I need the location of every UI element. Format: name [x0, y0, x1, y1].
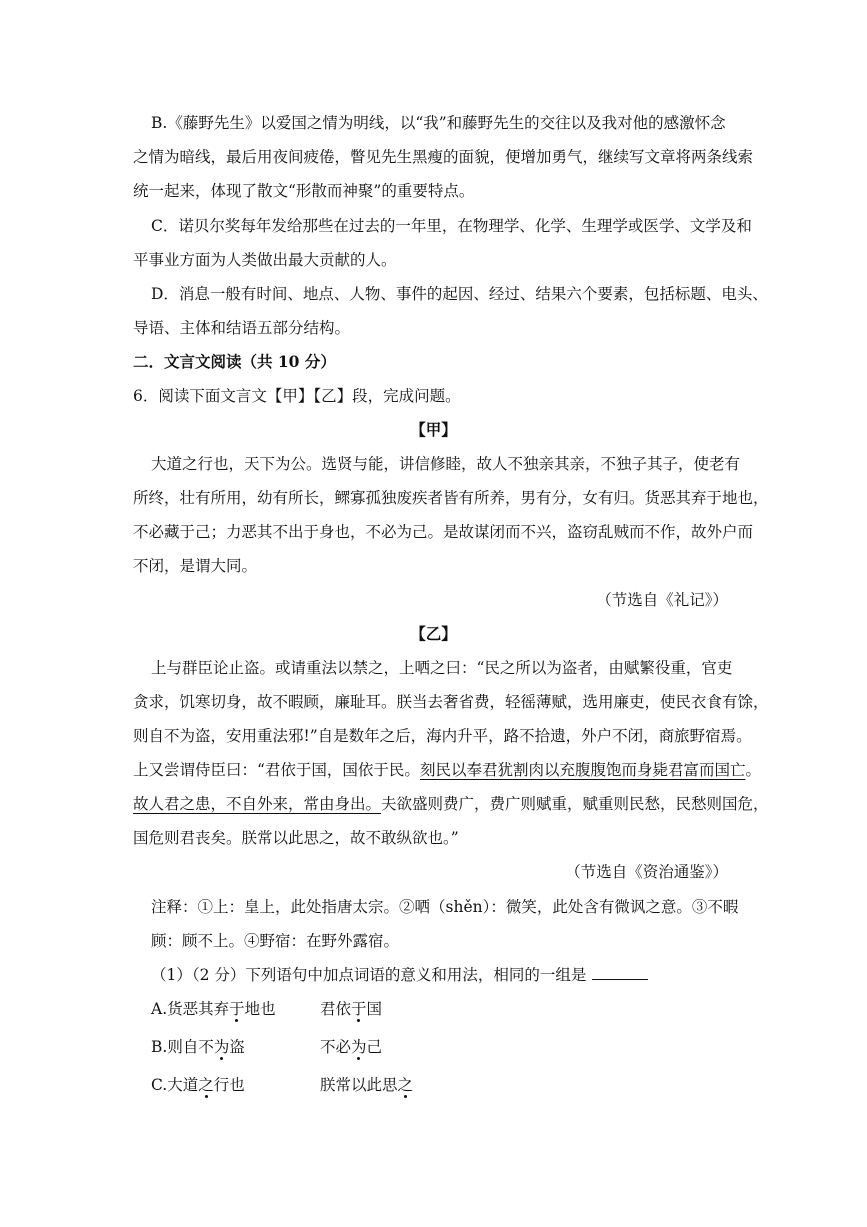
option-b-phrase-1-post: 盗	[229, 1038, 245, 1056]
option-c-line-1: C．诺贝尔奖每年发给那些在过去的一年里，在物理学、化学、生理学或医学、文学及和	[151, 217, 752, 235]
option-d-line-2: 导语、主体和结语五部分结构。	[133, 319, 351, 337]
passage-jia-line-1: 大道之行也，天下为公。选贤与能，讲信修睦，故人不独亲其亲，不独子其子，使老有	[151, 455, 741, 473]
dotted-word: 为	[213, 1038, 230, 1056]
option-b-phrase-2	[320, 1037, 382, 1057]
option-d-line-1: D．消息一般有时间、地点、人物、事件的起因、经过、结果六个要素，包括标题、电头、	[151, 285, 768, 303]
option-a-row[interactable]	[151, 999, 651, 1019]
dotted-word: 于	[229, 1000, 245, 1018]
question-1-stem-text: （1）（2 分）下列语句中加点词语的意义和用法，相同的一组是	[151, 966, 587, 984]
option-a-phrase-1-post: 地也	[244, 1000, 276, 1018]
dotted-word: 之	[198, 1076, 214, 1094]
passage-yi-line-3: 则自不为盗，安用重法邪!”自是数年之后，海内升平，路不拾遗，外户不闭，商旅野宿焉。	[133, 727, 752, 745]
passage-yi-line-2: 贪求，饥寒切身，故不暇顾，廉耻耳。朕当去奢省费，轻徭薄赋，选用廉吏，使民衣食有馀，	[133, 693, 769, 711]
notes-line-2: 顾：顾不上。④野宿：在野外露宿。	[151, 932, 400, 950]
option-c-line-2: 平事业方面为人类做出最大贡献的人。	[133, 251, 397, 269]
question-6-intro: 6．阅读下面文言文【甲】【乙】段，完成问题。	[133, 387, 461, 405]
option-c-phrase-1-pre: 大道	[167, 1076, 199, 1094]
passage-yi-line-4-end: 。	[745, 761, 761, 779]
passage-yi-line-1: 上与群臣论止盗。或请重法以禁之，上哂之曰：“民之所以为盗者，由赋繁役重，官吏	[151, 659, 733, 677]
section-heading: 二．文言文阅读（共 10 分）	[133, 352, 336, 371]
option-a-phrase-2	[320, 999, 382, 1019]
passage-yi-line-5-plain: 夫欲盛则费广，费广则赋重，赋重则民愁，民愁则国危，	[381, 795, 769, 813]
option-b-label: B.	[151, 1038, 168, 1056]
passage-yi-line-4-plain: 上又尝谓侍臣曰：“君依于国，国依于民。	[133, 761, 420, 779]
option-b-phrase-2-pre: 不必	[320, 1038, 352, 1056]
passage-yi-line-5	[133, 794, 769, 814]
option-b-line-3: 统一起来，体现了散文“形散而神聚”的重要特点。	[133, 182, 475, 200]
option-c-phrase-2-pre: 朕常以此思	[320, 1076, 398, 1094]
underlined-sentence-part-2: 故人君之患，不自外来，常由身出。	[133, 795, 382, 813]
option-b-phrase-1-pre: 则自不	[167, 1038, 214, 1056]
passage-jia-line-4: 不闭，是谓大同。	[133, 557, 258, 575]
passage-jia-title: 【甲】	[410, 420, 457, 439]
option-b-phrase-2-post: 己	[366, 1038, 383, 1056]
answer-blank[interactable]	[592, 965, 648, 980]
passage-jia-line-3: 不必藏于己；力恶其不出于身也，不必为己。是故谋闭而不兴，盗窃乱贼而不作，故外户而	[133, 523, 754, 541]
option-a-phrase-2-post: 国	[366, 1000, 383, 1018]
option-b-line-1: B.《藤野先生》以爱国之情为明线，以“我”和藤野先生的交往以及我对他的感激怀念	[151, 114, 726, 132]
passage-jia-line-2: 所终，壮有所用，幼有所长，鳏寡孤独废疾者皆有所养，男有分，女有归。货恶其弃于地也，	[133, 489, 769, 507]
passage-yi-title: 【乙】	[410, 624, 457, 643]
option-c-phrase-2	[320, 1075, 413, 1095]
passage-yi-line-6: 国危则君丧矣。朕常以此思之，故不敢纵欲也。”	[133, 829, 459, 847]
notes-line-1: 注释：①上：皇上，此处指唐太宗。②哂（shěn）：微笑，此处含有微讽之意。③不暇	[151, 898, 739, 916]
option-c-label: C.	[151, 1076, 168, 1094]
option-c-phrase-1-post: 行也	[213, 1076, 245, 1094]
option-a-phrase-2-pre: 君依	[320, 1000, 352, 1018]
dotted-word: 于	[351, 1000, 367, 1018]
option-a-phrase-1-pre: 货恶其弃	[167, 1000, 230, 1018]
option-c-row[interactable]	[151, 1075, 651, 1095]
option-a-label: A.	[151, 1000, 168, 1018]
dotted-word: 为	[351, 1038, 367, 1056]
question-1-stem	[151, 965, 648, 985]
underlined-sentence-part-1: 刻民以奉君犹割肉以充腹腹饱而身毙君富而国亡	[419, 761, 746, 779]
option-b-line-2: 之情为暗线，最后用夜间疲倦，瞥见先生黑瘦的面貌，便增加勇气，继续写文章将两条线索	[133, 148, 754, 166]
passage-yi-line-4	[133, 760, 761, 780]
dotted-word: 之	[397, 1076, 414, 1094]
passage-jia-source: （节选自《礼记》）	[596, 591, 728, 609]
passage-yi-source: （节选自《资治通鉴》）	[565, 863, 728, 881]
option-b-row[interactable]	[151, 1037, 651, 1057]
